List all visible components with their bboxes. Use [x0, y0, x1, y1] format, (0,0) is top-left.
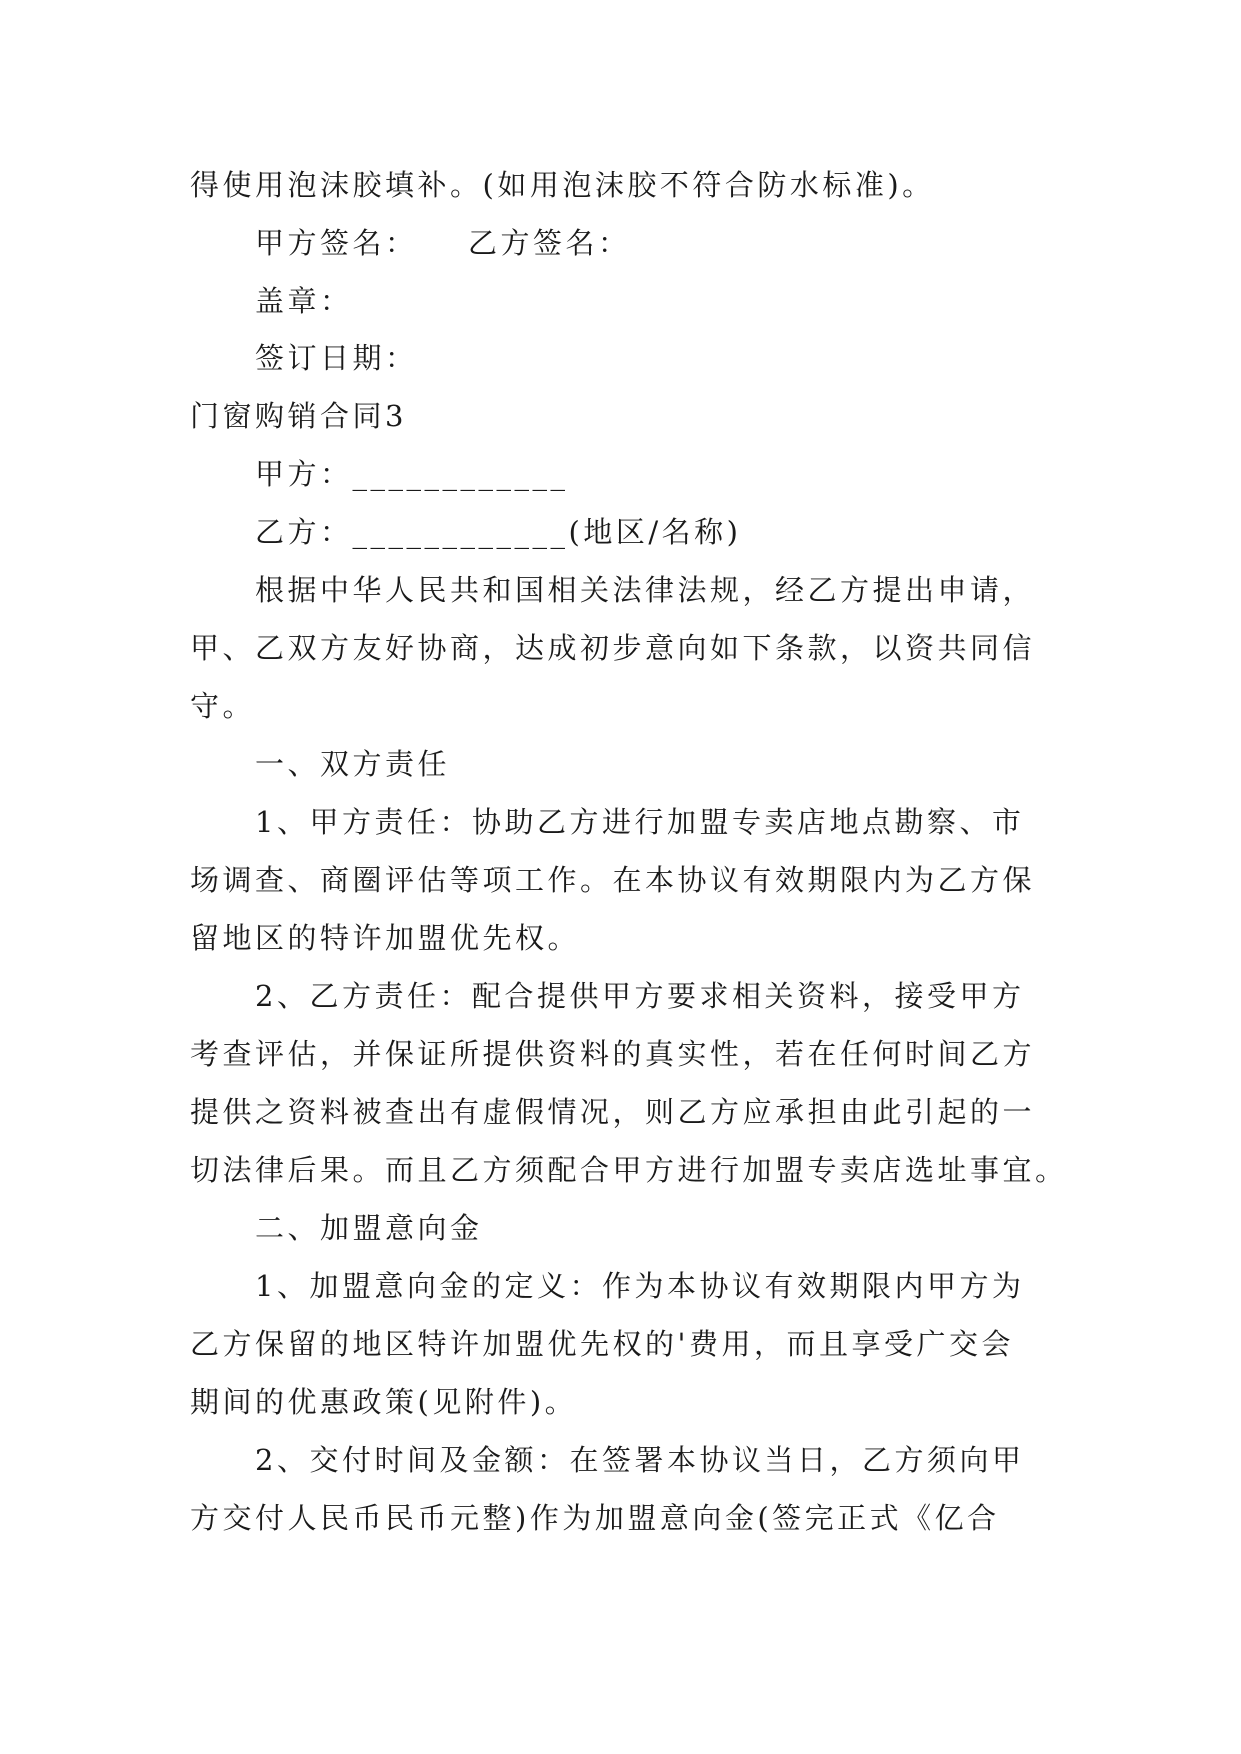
party-b-line: 乙方：____________(地区/名称): [255, 515, 742, 549]
text-line: 期间的优惠政策(见附件)。: [190, 1385, 578, 1419]
text-line: 1、加盟意向金的定义：作为本协议有效期限内甲方为: [255, 1269, 1025, 1303]
text-line: 甲、乙双方友好协商，达成初步意向如下条款，以资共同信: [190, 631, 1036, 665]
text-line: 考查评估，并保证所提供资料的真实性，若在任何时间乙方: [190, 1037, 1036, 1071]
text-line: 提供之资料被查出有虚假情况，则乙方应承担由此引起的一: [190, 1095, 1036, 1129]
sign-date-line: 签订日期：: [255, 341, 418, 375]
text-line: 2、交付时间及金额：在签署本协议当日，乙方须向甲: [255, 1443, 1025, 1477]
seal-line: 盖章：: [255, 284, 353, 318]
party-a-line: 甲方：____________: [255, 457, 569, 491]
section-title: 门窗购销合同3: [190, 399, 407, 433]
text-line: 方交付人民币民币元整)作为加盟意向金(签完正式《亿合: [190, 1501, 1000, 1535]
text-line: 根据中华人民共和国相关法律法规，经乙方提出申请，: [255, 573, 1036, 607]
text-line: 守。: [190, 689, 256, 723]
heading-line: 一、双方责任: [255, 747, 451, 781]
text-line: 乙方保留的地区特许加盟优先权的'费用，而且享受广交会: [190, 1327, 1014, 1361]
text-line: 场调查、商圈评估等项工作。在本协议有效期限内为乙方保: [190, 863, 1036, 897]
signature-line: 甲方签名： 乙方签名：: [255, 226, 631, 260]
text-line: 得使用泡沫胶填补。(如用泡沫胶不符合防水标准)。: [190, 168, 935, 202]
heading-line: 二、加盟意向金: [255, 1211, 483, 1245]
text-line: 2、乙方责任：配合提供甲方要求相关资料，接受甲方: [255, 979, 1025, 1013]
text-line: 切法律后果。而且乙方须配合甲方进行加盟专卖店选址事宜。: [190, 1153, 1068, 1187]
text-line: 留地区的特许加盟优先权。: [190, 921, 581, 955]
text-line: 1、甲方责任：协助乙方进行加盟专卖店地点勘察、市: [255, 805, 1025, 839]
